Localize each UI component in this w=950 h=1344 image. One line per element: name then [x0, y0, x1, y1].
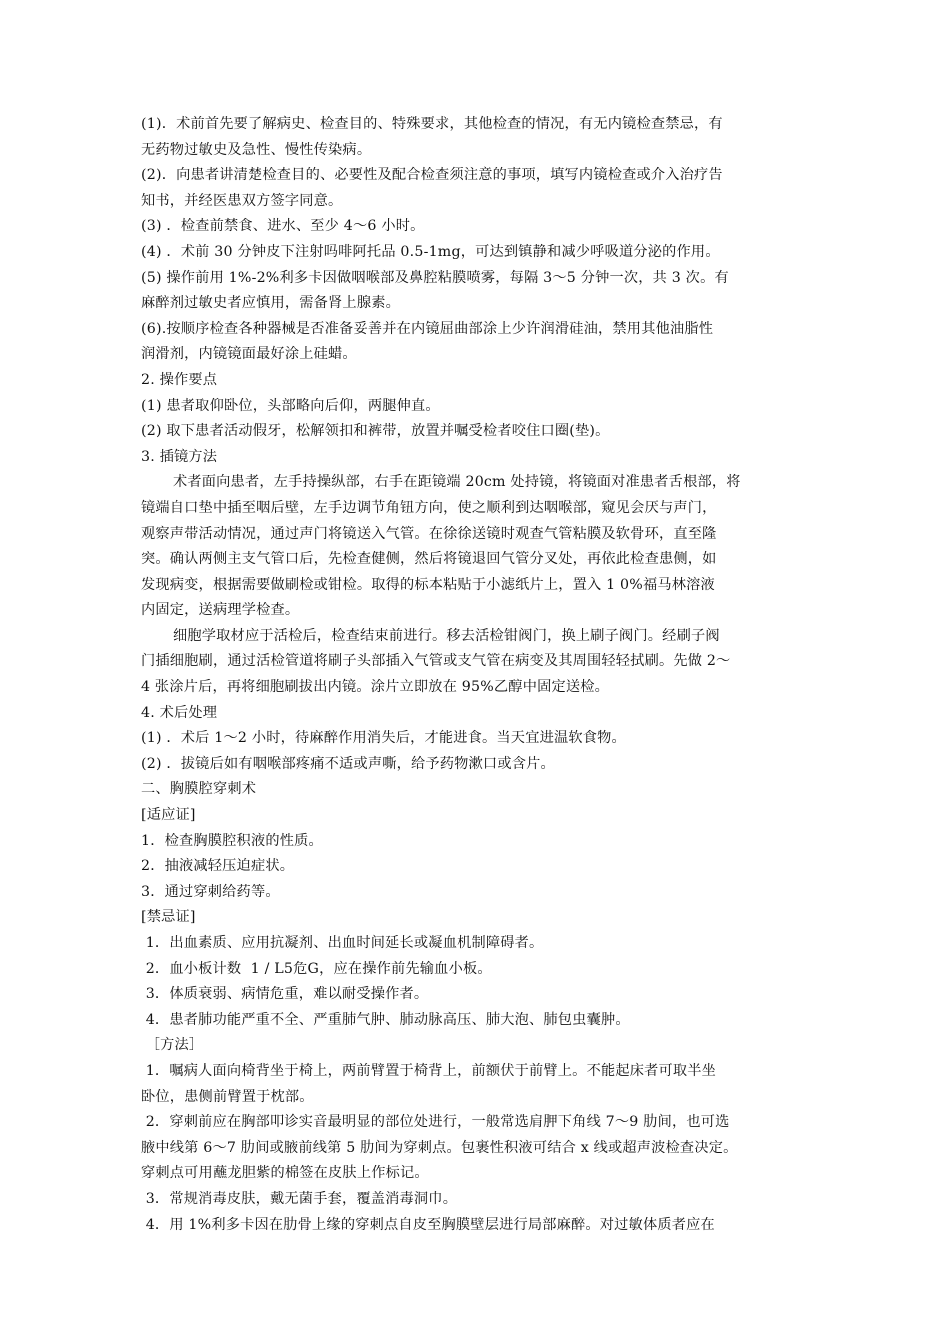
section-heading: 二、胸膜腔穿刺术	[141, 781, 257, 798]
text-line: 3．体质衰弱、病情危重，难以耐受操作者。	[141, 986, 429, 1003]
text-line: (2) ．拔镜后如有咽喉部疼痛不适或声嘶，给予药物漱口或含片。	[141, 755, 555, 772]
section-heading: 2. 操作要点	[141, 371, 218, 388]
text-line: 1．检查胸膜腔积液的性质。	[141, 832, 323, 849]
text-line: 麻醉剂过敏史者应慎用，需备肾上腺素。	[141, 295, 400, 312]
text-line: 无药物过敏史及急性、慢性传染病。	[141, 141, 372, 158]
text-line: 知书，并经医患双方签字同意。	[141, 192, 343, 209]
text-line: 2．抽液减轻压迫症状。	[141, 858, 295, 875]
text-line: 观察声带活动情况，通过声门将镜送入气管。在徐徐送镜时观查气管粘膜及软骨环，直至隆	[141, 525, 717, 542]
text-line: 突。确认两侧主支气管口后，先检查健侧，然后将镜退回气管分叉处，再依此检查患侧，如	[141, 551, 717, 568]
text-line: (3) ．检查前禁食、进水、至少 4～6 小时。	[141, 218, 425, 235]
text-line: (1) 患者取仰卧位，头部略向后仰，两腿伸直。	[141, 397, 440, 414]
text-line: (1) ．术后 1～2 小时，待麻醉作用消失后，才能进食。当天宜进温软食物。	[141, 730, 626, 747]
text-line: (5) 操作前用 1%-2%利多卡因做咽喉部及鼻腔粘膜喷雾，每隔 3～5 分钟一次，共 3 次。有	[141, 269, 729, 286]
text-line: (1)．术前首先要了解病史、检查目的、特殊要求，其他检查的情况，有无内镜检查禁忌，有	[141, 116, 723, 132]
document-body	[141, 112, 817, 1238]
subsection-heading: [禁忌证]	[141, 909, 196, 926]
text-line: 4．患者肺功能严重不全、严重肺气肿、肺动脉高压、肺大泡、肺包虫囊肿。	[141, 1011, 630, 1028]
text-line: 发现病变，根据需要做刷检或钳检。取得的标本粘贴于小滤纸片上，置入 1 0%福马林溶液	[141, 576, 715, 593]
text-line: 4 张涂片后，再将细胞刷拔出内镜。涂片立即放在 95%乙醇中固定送检。	[141, 679, 610, 696]
text-line: 穿刺点可用蘸龙胆紫的棉签在皮肤上作标记。	[141, 1165, 429, 1182]
text-line: 腋中线第 6～7 肋间或腋前线第 5 肋间为穿刺点。包裹性积液可结合 x 线或超声波检查决定。	[141, 1139, 738, 1156]
subsection-heading: ［方法］	[141, 1037, 204, 1054]
text-line: 术者面向患者，左手持操纵部，右手在距镜端 20cm 处持镜，将镜面对准患者舌根部，将	[173, 474, 741, 491]
text-line: 2．血小板计数 1 / L5危G，应在操作前先输血小板。	[141, 960, 492, 977]
text-line: 2．穿刺前应在胸部叩诊实音最明显的部位处进行，一般常选肩胛下角线 7～9 肋间，也可选	[141, 1114, 730, 1131]
text-line: (6).按顺序检查各种器械是否准备妥善并在内镜屈曲部涂上少许润滑硅油，禁用其他油脂性	[141, 320, 714, 337]
text-line: 镜端自口垫中插至咽后壁，左手边调节角钮方向，使之顺利到达咽喉部，窥见会厌与声门，	[141, 499, 717, 516]
text-line: 3．通过穿刺给药等。	[141, 883, 280, 900]
text-line: 卧位，患侧前臂置于枕部。	[141, 1088, 314, 1105]
text-line: (4) ．术前 30 分钟皮下注射吗啡阿托品 0.5-1mg，可达到镇静和减少呼吸道分泌的作用。	[141, 243, 720, 260]
text-line: 内固定，送病理学检查。	[141, 602, 300, 619]
text-line: (2)．向患者讲清楚检查目的、必要性及配合检查须注意的事项，填写内镜检查或介入治疗告	[141, 167, 723, 184]
section-heading: 4. 术后处理	[141, 704, 218, 721]
text-line: 润滑剂，内镜镜面最好涂上硅蜡。	[141, 346, 357, 363]
text-line: (2) 取下患者活动假牙，松解领扣和裤带，放置并嘱受检者咬住口圈(垫)。	[141, 423, 610, 440]
subsection-heading: [适应证]	[141, 807, 196, 824]
text-line: 3．常规消毒皮肤，戴无菌手套，覆盖消毒洞巾。	[141, 1190, 458, 1207]
text-line: 细胞学取材应于活检后，检查结束前进行。移去活检钳阀门，换上刷子阀门。经刷子阀	[173, 627, 720, 644]
text-line: 1．出血素质、应用抗凝剂、出血时间延长或凝血机制障碍者。	[141, 935, 544, 951]
text-line: 门插细胞刷，通过活检管道将刷子头部插入气管或支气管在病变及其周围轻轻拭刷。先做 2～	[141, 653, 731, 670]
text-line: 1．嘱病人面向椅背坐于椅上，两前臂置于椅背上，前额伏于前臂上。不能起床者可取半坐	[141, 1062, 717, 1079]
text-line: 4．用 1%利多卡因在肋骨上缘的穿刺点自皮至胸膜壁层进行局部麻醉。对过敏体质者应在	[141, 1216, 715, 1233]
section-heading: 3. 插镜方法	[141, 448, 218, 465]
